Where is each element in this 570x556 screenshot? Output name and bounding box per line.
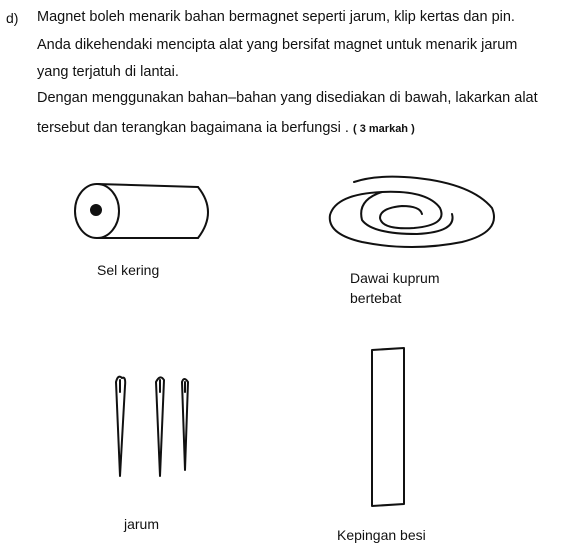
copper-wire-caption-line1: Dawai kuprum: [350, 270, 440, 286]
iron-strip-icon: [366, 344, 410, 512]
question-line-3: yang terjatuh di lantai.: [37, 64, 179, 80]
needles-caption: jarum: [124, 516, 160, 532]
question-label: d): [6, 10, 19, 26]
needles-icon: [108, 372, 198, 484]
question-line-4: Dengan menggunakan bahan–bahan yang disediakan di bawah, lakarkan alat: [37, 90, 538, 106]
dry-cell-caption: Sel kering: [97, 262, 160, 278]
marks-label: ( 3 markah ): [353, 123, 415, 135]
copper-wire-caption-line2: bertebat: [350, 290, 402, 306]
question-line-2: Anda dikehendaki mencipta alat yang bersifat magnet untuk menarik jarum: [37, 37, 518, 53]
dry-cell-icon: [70, 172, 220, 244]
question-line-5: [37, 120, 415, 136]
iron-strip-caption: Kepingan besi: [337, 527, 426, 543]
coiled-wire-icon: [322, 170, 502, 250]
question-line-1: Magnet boleh menarik bahan bermagnet seperti jarum, klip kertas dan pin.: [37, 9, 515, 25]
question-line-5-text: tersebut dan terangkan bagaimana ia berfungsi .: [37, 120, 349, 136]
